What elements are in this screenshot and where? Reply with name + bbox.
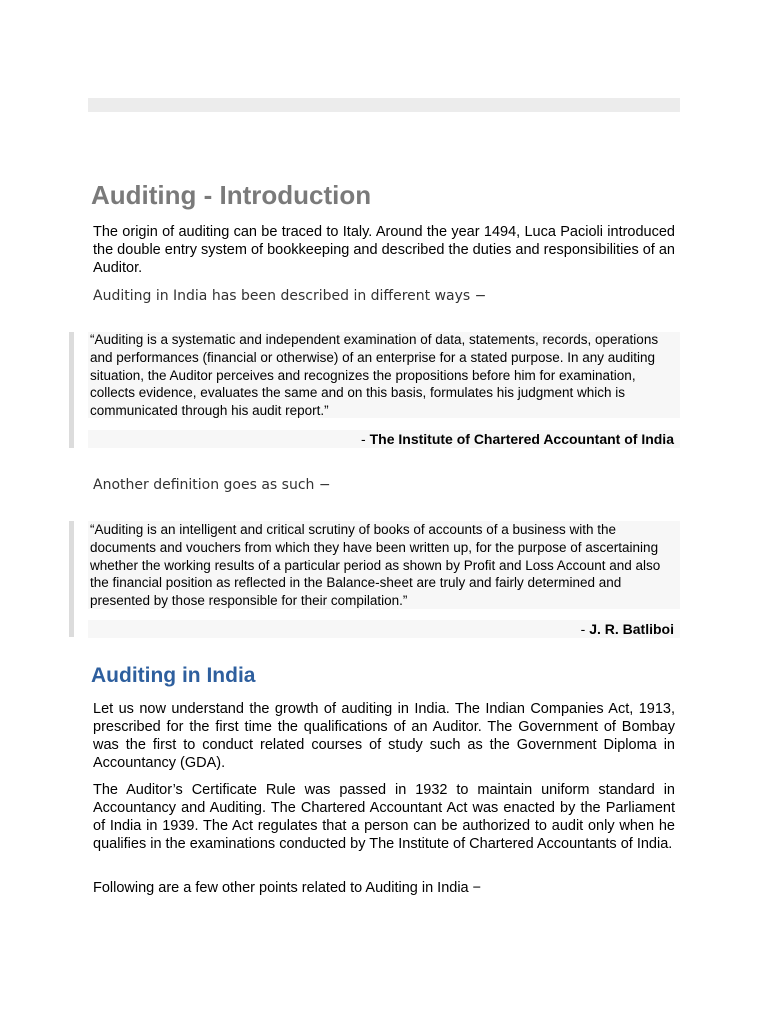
quote-1-dash: - <box>361 431 370 447</box>
india-paragraph-1: Let us now understand the growth of auditing in India. The Indian Companies Act, 1913, prescribed for the first time the qualifications of an Auditor. The Government of Bombay was the first to conduct related courses of study such as the Government Diploma in Accountancy (GDA). <box>93 701 675 771</box>
quote-1-text: “Auditing is a systematic and independent examination of data, statements, records, operations and performances (financial or otherwise) of an enterprise for a stated purpose. In any auditing situation, the Auditor perceives and recognizes the propositions before him for examination, collects evidence, evaluates the same and on this basis, formulates his judgment which is communicated through his audit report.” <box>90 332 659 419</box>
lead-text-2: Another definition goes as such − <box>93 477 331 493</box>
india-paragraph-2: The Auditor’s Certificate Rule was passed in 1932 to maintain uniform standard in Accountancy and Auditing. The Chartered Accountant Act was enacted by the Parliament of India in 1939. The Act regulates that a person can be authorized to audit only when he qualifies in the examinations conducted by The Institute of Chartered Accountants of India. <box>93 782 675 852</box>
quote-2-text: “Auditing is an intelligent and critical scrutiny of books of accounts of a business with the documents and vouchers from which they have been written up, for the purpose of ascertaining whether the working results of a particular period as shown by Profit and Loss Account and also the financial position as reflected in the Balance-sheet are truly and fairly determined and presented by those responsible for their compilation.” <box>90 522 661 609</box>
quote-1-attribution <box>361 431 674 447</box>
header-bar <box>88 98 680 112</box>
quote-2-border <box>69 521 74 637</box>
quote-2-attribution <box>581 621 674 637</box>
intro-paragraph: The origin of auditing can be traced to Italy. Around the year 1494, Luca Pacioli introduced the double entry system of bookkeeping and described the duties and responsibilities of an Auditor. <box>93 224 675 276</box>
page-title: Auditing - Introduction <box>91 180 372 210</box>
lead-text-1: Auditing in India has been described in different ways − <box>93 288 487 304</box>
india-paragraph-3: Following are a few other points related to Auditing in India − <box>93 880 482 896</box>
quote-1-border <box>69 332 74 448</box>
quote-2-dash: - <box>580 621 590 637</box>
quote-2-author: J. R. Batliboi <box>589 621 674 637</box>
section-heading: Auditing in India <box>91 664 256 687</box>
quote-1-author: The Institute of Chartered Accountant of India <box>369 431 674 447</box>
